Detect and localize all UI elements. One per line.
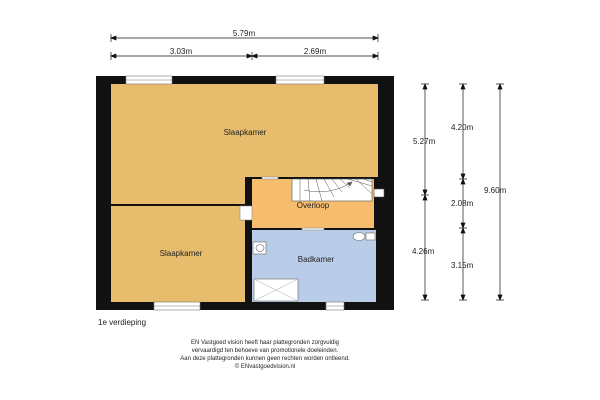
dim-right-width: 2.69m bbox=[303, 47, 327, 56]
disclaimer-line: Aan deze plattegronden kunnen geen rechten worden ontleend. bbox=[180, 356, 350, 362]
label-badkamer: Badkamer bbox=[297, 255, 335, 264]
floor-level-label: 1e verdieping bbox=[98, 318, 147, 327]
label-overloop: Overloop bbox=[296, 201, 330, 210]
dim-depth-upper: 5.27m bbox=[413, 137, 436, 146]
wall-vertical bbox=[245, 177, 252, 302]
label-slaapkamer-bottom: Slaapkamer bbox=[159, 249, 203, 258]
staircase-icon bbox=[292, 179, 384, 201]
dim-depth-lower: 4.26m bbox=[412, 247, 435, 256]
disclaimer-line: © ENvastgoedvision.nl bbox=[234, 364, 296, 370]
dim-total-depth: 9.60m bbox=[484, 186, 507, 195]
dim-total-width: 5.79m bbox=[232, 29, 256, 38]
disclaimer bbox=[130, 339, 400, 371]
dim-segment-mid: 2.08m bbox=[451, 199, 474, 208]
sink-icon bbox=[253, 242, 266, 254]
disclaimer-line: EN Vastgoed vision heeft haar plattegronden zorgvuldig bbox=[191, 340, 339, 346]
disclaimer-line: vervaardigd ten behoeve van promotionele doeleinden. bbox=[191, 348, 339, 354]
dim-segment-top: 4.20m bbox=[451, 123, 474, 132]
shower-icon bbox=[254, 279, 298, 301]
dim-left-width: 3.03m bbox=[169, 47, 193, 56]
dim-segment-bottom: 3.15m bbox=[451, 261, 474, 270]
wall-bedroom-divider bbox=[111, 204, 247, 206]
label-slaapkamer-top: Slaapkamer bbox=[223, 128, 267, 137]
